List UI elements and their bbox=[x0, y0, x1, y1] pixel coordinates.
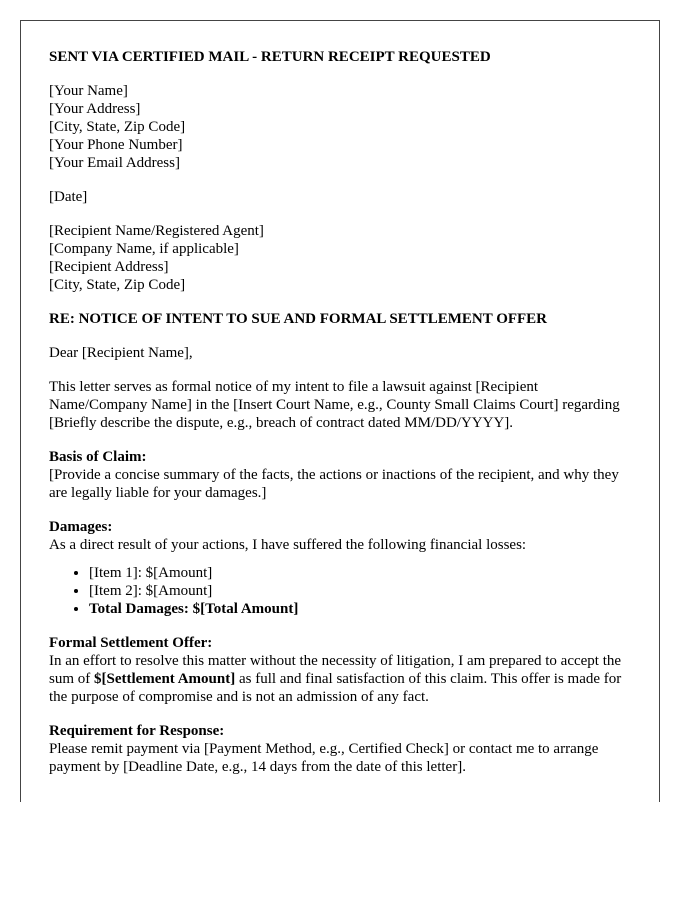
response-text: Please remit payment via [Payment Method, e.g., Certified Check] or contact me to arrange payment by [Deadline Date, e.g., 14 days from the date of this letter]. bbox=[49, 741, 599, 775]
recipient-city: [City, State, Zip Code] bbox=[49, 277, 186, 293]
basis-text: [Provide a concise summary of the facts, the actions or inactions of the recipient, and why they are legally liable for your damages.] bbox=[49, 467, 619, 501]
damages-text: As a direct result of your actions, I have suffered the following financial losses: bbox=[49, 537, 527, 553]
sender-phone: [Your Phone Number] bbox=[49, 137, 183, 153]
recipient-address: [Recipient Address] bbox=[49, 259, 169, 275]
damages-item: • [Item 2]: $[Amount] bbox=[89, 582, 631, 600]
settlement-title: Formal Settlement Offer: bbox=[49, 635, 213, 651]
sender-block bbox=[49, 82, 631, 172]
sender-email: [Your Email Address] bbox=[49, 155, 180, 171]
damages-section bbox=[49, 518, 631, 554]
response-section bbox=[49, 722, 631, 776]
sender-address: [Your Address] bbox=[49, 101, 141, 117]
recipient-block bbox=[49, 222, 631, 294]
sender-name: [Your Name] bbox=[49, 83, 128, 99]
damages-item: • [Item 1]: $[Amount] bbox=[89, 564, 631, 582]
response-title: Requirement for Response: bbox=[49, 723, 225, 739]
intro-paragraph: This letter serves as formal notice of my intent to file a lawsuit against [Recipient Name/Company Name] in the [Insert Court Name, e.g., County Small Claims Court] regarding [Briefly describe the dispute, e.g., breach of contract dated MM/DD/YYYY]. bbox=[49, 379, 620, 431]
settlement-text-before: In an effort to resolve this matter without the necessity of litigation, I am prepared to accept the sum of bbox=[49, 653, 622, 687]
letter-date: [Date] bbox=[49, 189, 88, 205]
settlement-amount: $[Settlement Amount] bbox=[94, 671, 236, 687]
salutation: Dear [Recipient Name], bbox=[49, 345, 193, 361]
recipient-name: [Recipient Name/Registered Agent] bbox=[49, 223, 264, 239]
basis-title: Basis of Claim: bbox=[49, 449, 147, 465]
damages-title: Damages: bbox=[49, 519, 113, 535]
settlement-text-after: as full and final satisfaction of this claim. This offer is made for the purpose of compromise and is not an admission of any fact. bbox=[49, 671, 622, 705]
settlement-section bbox=[49, 634, 631, 706]
sender-city: [City, State, Zip Code] bbox=[49, 119, 186, 135]
damages-total: • Total Damages: $[Total Amount] bbox=[89, 600, 631, 618]
letter-page bbox=[20, 20, 660, 802]
subject-line: RE: NOTICE OF INTENT TO SUE AND FORMAL SETTLEMENT OFFER bbox=[49, 311, 548, 327]
basis-section bbox=[49, 448, 631, 502]
recipient-company: [Company Name, if applicable] bbox=[49, 241, 239, 257]
certified-mail-heading: SENT VIA CERTIFIED MAIL - RETURN RECEIPT REQUESTED bbox=[49, 49, 491, 65]
damages-list bbox=[49, 564, 631, 618]
